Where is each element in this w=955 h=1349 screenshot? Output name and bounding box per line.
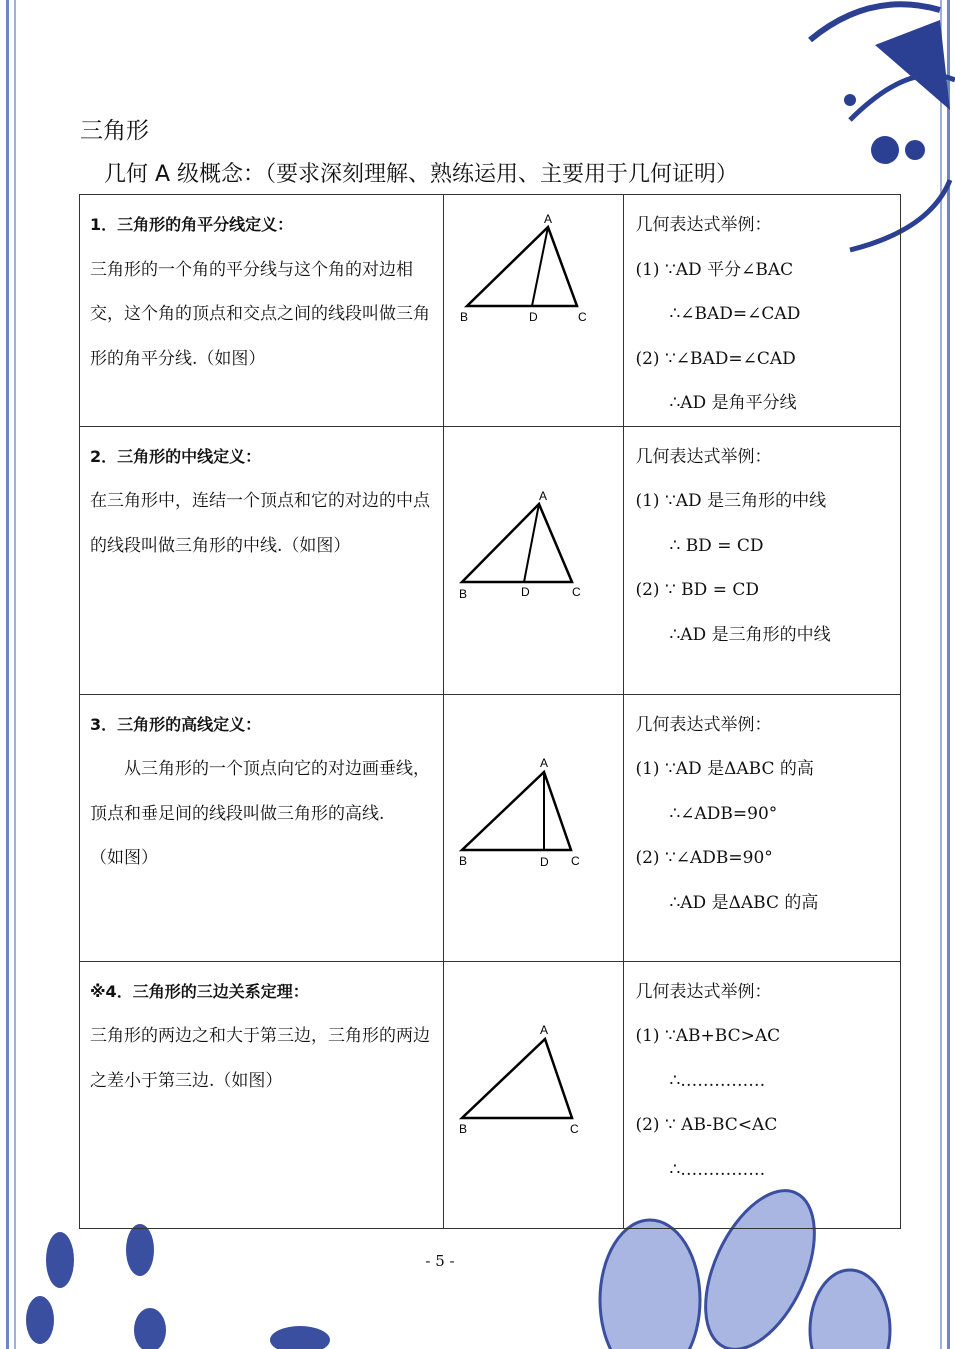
expression-line: ∴AD 是三角形的中线 (669, 624, 831, 645)
expression-title: 几何表达式举例： (635, 714, 772, 735)
expression-line: (2) ∵ BD = CD (635, 580, 759, 600)
svg-text:D: D (540, 854, 550, 869)
svg-text:C: C (572, 584, 582, 599)
definition-heading: ※4．三角形的三边关系定理： (90, 981, 309, 1001)
expression-line: ∴…………… (669, 1159, 766, 1180)
definition-heading: 2．三角形的中线定义： (90, 446, 262, 466)
svg-text:B: B (459, 1121, 468, 1136)
definition-body: 在三角形中，连结一个顶点和它的对边的中点的线段叫做三角形的中线.（如图） (90, 491, 430, 556)
definition-body: 三角形的一个角的平分线与这个角的对边相交，这个角的顶点和交点之间的线段叫做三角形的角平分线.（如图） (90, 259, 430, 369)
table-row (80, 426, 901, 694)
definition-body: 从三角形的一个顶点向它的对边画垂线，顶点和垂足间的线段叫做三角形的高线. (90, 759, 430, 824)
expression-title: 几何表达式举例： (635, 981, 772, 1002)
table-row (80, 195, 901, 427)
expression-line: ∴∠BAD=∠CAD (669, 304, 801, 324)
svg-text:C: C (570, 1121, 580, 1136)
expression-line: ∴AD 是ΔABC 的高 (669, 892, 819, 913)
svg-text:D: D (521, 584, 531, 599)
svg-text:A: A (540, 1022, 549, 1037)
svg-text:B: B (460, 310, 469, 324)
svg-text:A: A (540, 755, 549, 770)
expression-line: (1) ∵AD 是ΔABC 的高 (635, 759, 814, 779)
angle-bisector-triangle-figure (444, 195, 623, 335)
svg-text:A: A (544, 212, 553, 226)
expression-title: 几何表达式举例： (635, 446, 772, 467)
expression-line: (1) ∵AD 平分∠BAC (635, 259, 794, 280)
svg-text:B: B (459, 853, 468, 868)
svg-text:D: D (529, 310, 539, 324)
table-row (80, 694, 901, 961)
page-number: - 5 - (425, 1252, 455, 1270)
page-title: 三角形 (80, 118, 149, 144)
expression-line: (2) ∵ AB-BC<AC (635, 1115, 778, 1135)
altitude-triangle-figure (444, 695, 623, 885)
median-triangle-figure (444, 427, 623, 617)
svg-text:C: C (571, 853, 581, 868)
svg-text:A: A (539, 488, 548, 503)
left-page-border (6, 0, 16, 1349)
expression-line: (1) ∵AB+BC>AC (635, 1026, 781, 1046)
triangle-inequality-figure (444, 962, 623, 1152)
expression-line: ∴AD 是角平分线 (669, 393, 797, 413)
definition-body: （如图） (90, 848, 158, 868)
section-subtitle: 几何 A 级概念：（要求深刻理解、熟练运用、主要用于几何证明） (104, 162, 739, 187)
definition-heading: 1．三角形的角平分线定义： (90, 215, 294, 234)
expression-line: (2) ∵∠ADB=90° (635, 848, 773, 868)
expression-line: ∴∠ADB=90° (669, 803, 778, 824)
expression-line: ∴…………… (669, 1070, 766, 1091)
svg-text:B: B (459, 586, 468, 601)
expression-line: (2) ∵∠BAD=∠CAD (635, 348, 796, 369)
concept-table (79, 194, 901, 1229)
svg-text:C: C (578, 310, 588, 324)
table-row (80, 961, 901, 1228)
expression-line: (1) ∵AD 是三角形的中线 (635, 491, 827, 511)
definition-body: 三角形的两边之和大于第三边，三角形的两边之差小于第三边.（如图） (90, 1026, 430, 1091)
expression-line: ∴ BD = CD (669, 535, 764, 556)
expression-title: 几何表达式举例： (635, 215, 772, 235)
definition-heading: 3．三角形的高线定义： (90, 714, 262, 734)
